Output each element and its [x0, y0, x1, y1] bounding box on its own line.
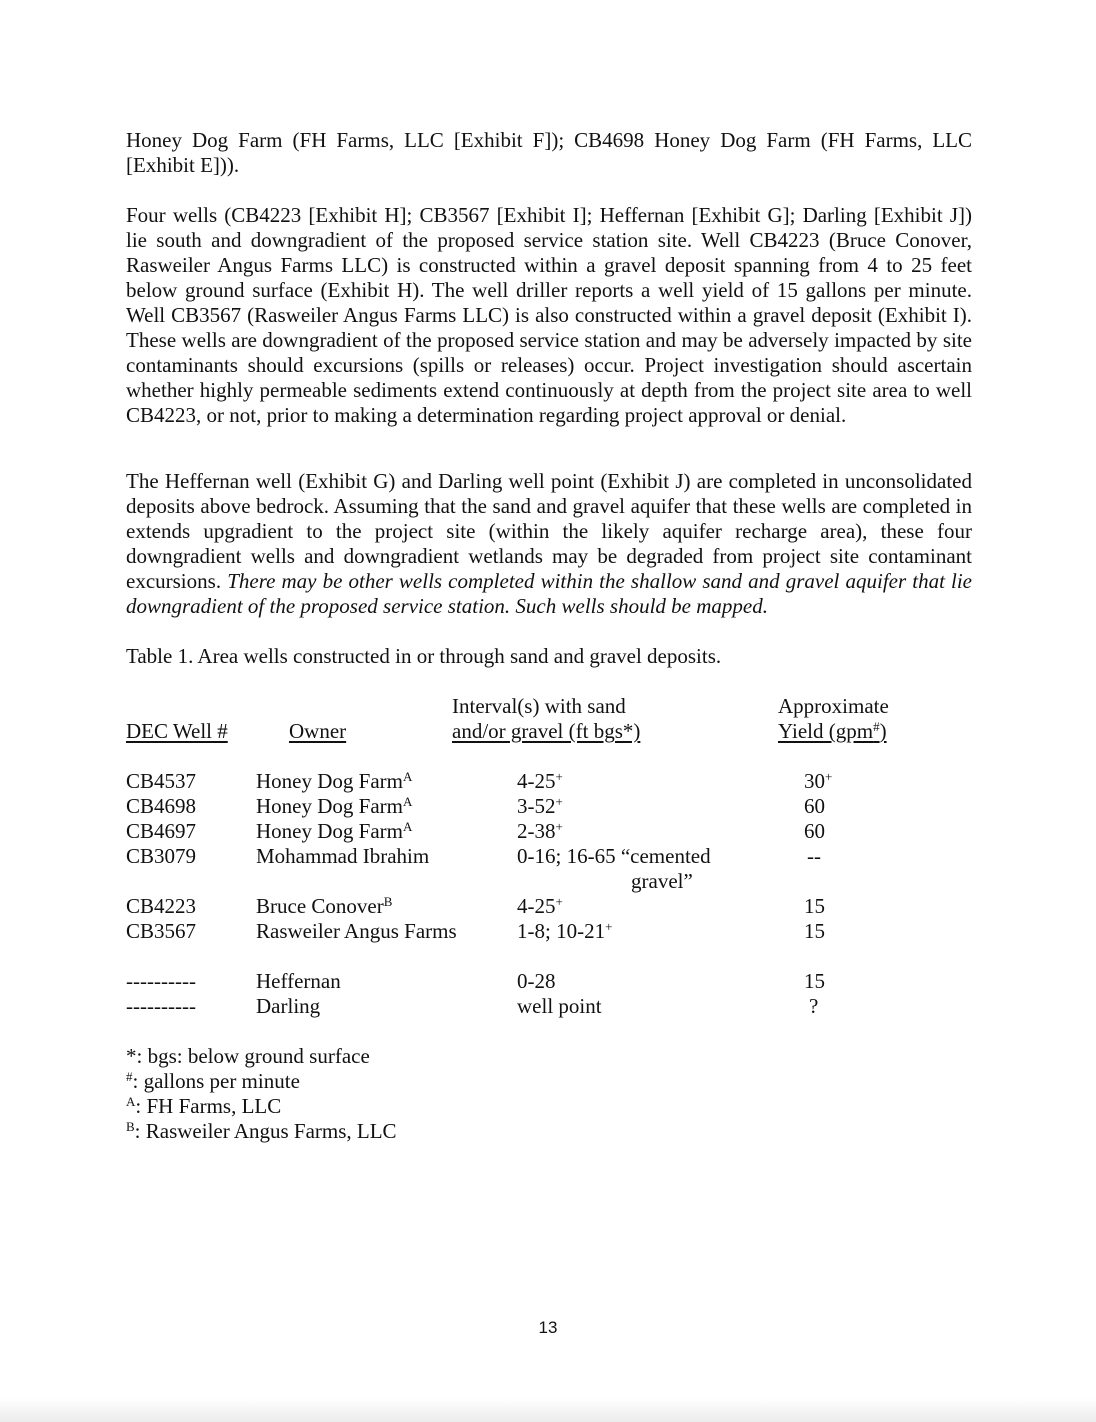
cell-interval: 0-16; 16-65 “cemented	[517, 844, 711, 868]
footnote	[126, 1094, 281, 1119]
owner-text: Bruce Conover	[256, 894, 384, 918]
cell-well: CB3079	[126, 844, 197, 868]
cell-owner: Heffernan	[256, 969, 341, 993]
cell-well: CB4698	[126, 794, 197, 818]
owner-sup: A	[402, 819, 413, 834]
cell-interval	[517, 894, 563, 919]
cell-well: CB4537	[126, 769, 197, 793]
footnote-text: : Rasweiler Angus Farms, LLC	[134, 1119, 397, 1143]
yield-sup: +	[825, 769, 833, 784]
header-interval-line2: and/or gravel (ft bgs*)	[452, 719, 641, 743]
interval-sup: +	[555, 819, 563, 834]
cell-owner: Darling	[256, 994, 321, 1018]
interval-sup: +	[555, 769, 563, 784]
footnote-symbol: B	[126, 1119, 135, 1134]
owner-sup: A	[402, 794, 413, 809]
cell-interval	[517, 794, 563, 819]
paragraph-text: The Heffernan well (Exhibit G) and Darling well point (Exhibit J) are completed in unconsolidated deposits above bedrock. Assuming that the sand and gravel aquifer that these wells are completed in extends upgradient to the project site (within the likely aquifer recharge area), these four downgradient wells and downgradient wetlands may be degraded from project site contaminant excursions.	[126, 469, 972, 593]
interval-text: 4-25	[517, 894, 556, 918]
yield-text: 30	[804, 769, 825, 793]
footnote-text: : bgs: below ground surface	[136, 1044, 370, 1068]
cell-well: CB3567	[126, 919, 197, 943]
footnote-text: : gallons per minute	[132, 1069, 300, 1093]
header-yield-close: )	[879, 719, 887, 743]
cell-well: ----------	[126, 994, 196, 1018]
interval-sup: +	[555, 894, 563, 909]
interval-text: 2-38	[517, 819, 556, 843]
footnote-symbol: #	[126, 1069, 133, 1084]
paragraph-unconsolidated-deposits	[126, 469, 972, 619]
header-owner: Owner	[289, 719, 347, 743]
interval-text: 3-52	[517, 794, 556, 818]
cell-interval-continuation: gravel”	[631, 869, 693, 893]
cell-interval	[517, 919, 612, 944]
cell-yield: 15	[804, 969, 825, 993]
header-yield-sup: #	[873, 719, 880, 734]
cell-owner: Mohammad Ibrahim	[256, 844, 430, 868]
footnote	[126, 1044, 370, 1069]
table-caption: Table 1. Area wells constructed in or through sand and gravel deposits.	[126, 644, 722, 668]
cell-yield: ?	[809, 994, 819, 1018]
cell-yield	[804, 769, 832, 794]
footnote	[126, 1119, 397, 1144]
owner-sup: B	[383, 894, 393, 909]
header-well-number: DEC Well #	[126, 719, 228, 743]
footnote	[126, 1069, 300, 1094]
cell-well: CB4697	[126, 819, 197, 843]
cell-owner: Rasweiler Angus Farms	[256, 919, 457, 943]
paragraph-downgradient-wells: Four wells (CB4223 [Exhibit H]; CB3567 [Exhibit I]; Heffernan [Exhibit G]; Darling [Exhibit J]) lie south and downgradient of the proposed service station site. Well CB4223 (Bruce Conover, Rasweiler Angus Farms LLC) is constructed within a gravel deposit spanning from 4 to 25 feet below ground surface (Exhibit H). The well driller reports a well yield of 15 gallons per minute. Well CB3567 (Rasweiler Angus Farms LLC) is also constructed within a gravel deposit (Exhibit I). These wells are downgradient of the proposed service station and may be adversely impacted by site contaminants should excursions (spills or releases) occur. Project investigation should ascertain whether highly permeable sediments extend continuously at depth from the project site area to well CB4223, or not, prior to making a determination regarding project approval or denial.	[126, 203, 972, 427]
owner-sup: A	[402, 769, 413, 784]
cell-owner	[256, 769, 412, 794]
footnote-text: : FH Farms, LLC	[135, 1094, 282, 1118]
interval-text: 4-25	[517, 769, 556, 793]
cell-owner	[256, 794, 412, 819]
header-yield-line1: Approximate	[778, 694, 889, 718]
header-yield-text: Yield (gpm	[778, 719, 874, 743]
cell-yield: --	[807, 844, 821, 868]
cell-interval	[517, 769, 563, 794]
paragraph-continuation: Honey Dog Farm (FH Farms, LLC [Exhibit F]); CB4698 Honey Dog Farm (FH Farms, LLC [Exhibit E])).	[126, 128, 972, 177]
header-interval-line1: Interval(s) with sand	[452, 694, 626, 718]
cell-owner	[256, 819, 412, 844]
owner-text: Honey Dog Farm	[256, 794, 403, 818]
cell-yield: 15	[804, 919, 825, 943]
paragraph-italic-note: There may be other wells completed within the shallow sand and gravel aquifer that lie downgradient of the proposed service station. Such wells should be mapped.	[126, 569, 972, 618]
cell-well: CB4223	[126, 894, 197, 918]
page-bottom-edge	[0, 1398, 1096, 1422]
cell-yield: 60	[804, 794, 825, 818]
owner-text: Honey Dog Farm	[256, 819, 403, 843]
owner-text: Honey Dog Farm	[256, 769, 403, 793]
interval-text: 1-8; 10-21	[517, 919, 606, 943]
footnote-symbol: A	[126, 1094, 136, 1109]
footnote-symbol: *	[126, 1044, 137, 1068]
cell-well: ----------	[126, 969, 196, 993]
cell-yield: 60	[804, 819, 825, 843]
cell-yield: 15	[804, 894, 825, 918]
page-number: 13	[538, 1318, 558, 1337]
cell-owner	[256, 894, 392, 919]
cell-interval	[517, 819, 563, 844]
interval-sup: +	[605, 919, 613, 934]
interval-sup: +	[555, 794, 563, 809]
header-yield-line2	[778, 719, 887, 744]
cell-interval: 0-28	[517, 969, 556, 993]
cell-interval: well point	[517, 994, 602, 1018]
